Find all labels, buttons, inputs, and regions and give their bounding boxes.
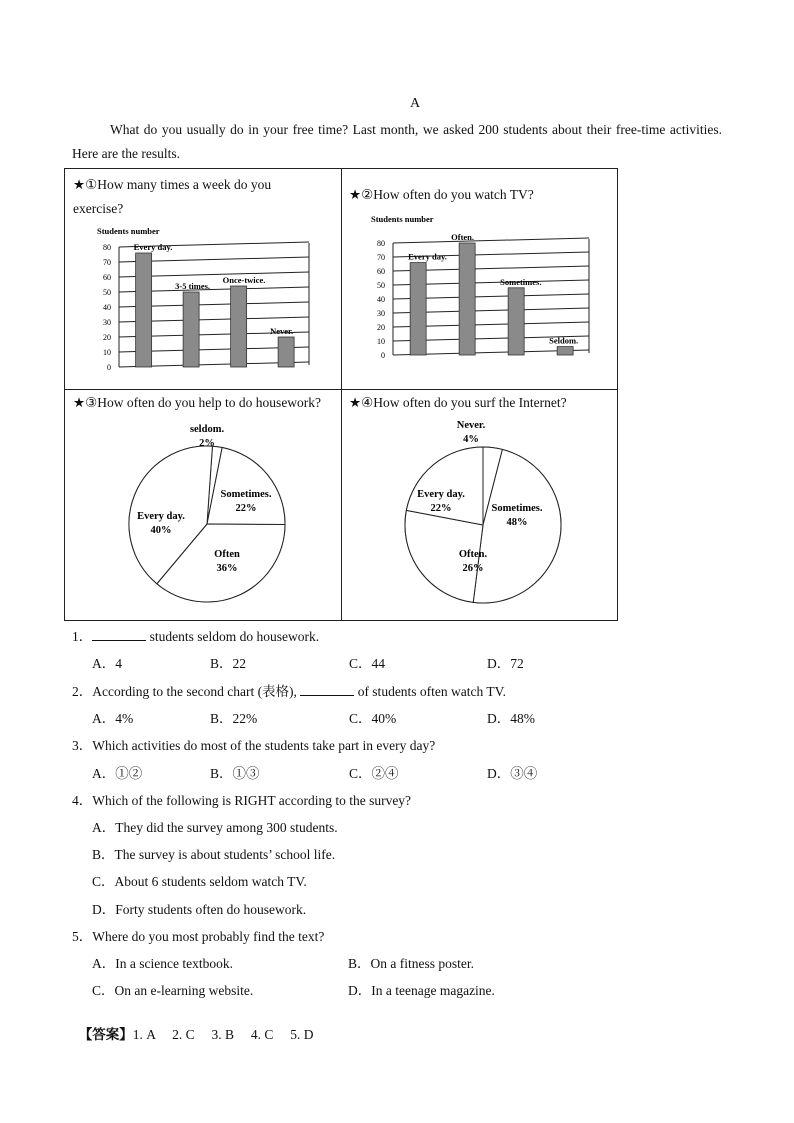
question-1-text: students seldom do housework. bbox=[146, 629, 320, 644]
q3-option-c[interactable]: C．②④ bbox=[349, 766, 399, 781]
q1-option-a[interactable]: A．4 bbox=[92, 656, 122, 671]
q3-option-a[interactable]: A．①② bbox=[92, 766, 143, 781]
slice-label: Often bbox=[214, 549, 240, 560]
question-1 bbox=[72, 625, 319, 645]
question-2 bbox=[72, 680, 506, 700]
q4-option-d[interactable]: D．Forty students often do housework. bbox=[92, 902, 307, 917]
slice-percent: 4% bbox=[463, 434, 479, 445]
y-tick-label: 0 bbox=[107, 363, 111, 372]
q3-option-b[interactable]: B．①③ bbox=[210, 766, 260, 781]
slice-percent: 22% bbox=[235, 503, 257, 514]
bar-label: Never. bbox=[270, 326, 294, 336]
question-3: 3．Which activities do most of the students take part in every day? bbox=[72, 738, 436, 753]
y-tick-label: 20 bbox=[103, 333, 111, 342]
slice-label: Sometimes. bbox=[491, 503, 543, 514]
bar bbox=[459, 243, 475, 355]
charts-table bbox=[64, 168, 618, 621]
question-2-blank[interactable] bbox=[300, 683, 354, 696]
chart4-pie bbox=[387, 417, 587, 609]
y-tick-label: 10 bbox=[377, 337, 385, 346]
bar-label: Seldom. bbox=[549, 335, 579, 346]
chart3-title: ★③How often do you help to do housework? bbox=[73, 395, 322, 410]
chart1-ylabel: Students number bbox=[97, 226, 160, 236]
question-1-blank[interactable] bbox=[92, 628, 146, 641]
bar bbox=[508, 288, 524, 355]
y-tick-label: 30 bbox=[377, 309, 385, 318]
bar bbox=[136, 253, 152, 367]
q1-option-c[interactable]: C．44 bbox=[349, 656, 386, 671]
y-tick-label: 10 bbox=[103, 348, 111, 357]
q4-option-b[interactable]: B．The survey is about students’ school life. bbox=[92, 847, 336, 862]
y-tick-label: 70 bbox=[103, 258, 111, 267]
bar-label: 3-5 times. bbox=[175, 281, 211, 291]
bar bbox=[278, 337, 294, 367]
chart2-ylabel: Students number bbox=[371, 214, 434, 224]
slice-percent: 40% bbox=[150, 525, 172, 536]
question-4: 4．Which of the following is RIGHT according to the survey? bbox=[72, 793, 412, 808]
y-tick-label: 0 bbox=[381, 351, 385, 360]
passage-intro: What do you usually do in your free time? Last month, we asked 200 students about their free-time activities. Here are the results. bbox=[72, 122, 722, 161]
q2-option-c[interactable]: C．40% bbox=[349, 711, 397, 726]
bar-label: Every day. bbox=[133, 242, 173, 252]
question-2-text-b: of students often watch TV. bbox=[354, 684, 507, 699]
slice-percent: 36% bbox=[216, 563, 238, 574]
q2-option-b[interactable]: B．22% bbox=[210, 711, 258, 726]
table-divider-vertical bbox=[341, 169, 342, 620]
chart2-bar bbox=[365, 213, 605, 363]
y-tick-label: 40 bbox=[103, 303, 111, 312]
y-tick-label: 60 bbox=[377, 267, 385, 276]
q3-option-d[interactable]: D．③④ bbox=[487, 766, 538, 781]
q4-option-c[interactable]: C．About 6 students seldom watch TV. bbox=[92, 874, 307, 889]
bar-label: Every day. bbox=[408, 251, 447, 262]
passage-label: A bbox=[409, 96, 421, 111]
question-2-text-a: 2．According to the second chart (表格), bbox=[72, 684, 301, 699]
slice-label: Often. bbox=[458, 549, 488, 560]
chart3-pie bbox=[109, 417, 309, 609]
chart1-bar bbox=[87, 225, 317, 375]
slice-label: Every day. bbox=[137, 511, 185, 522]
answer-key bbox=[72, 1007, 314, 1043]
question-1-number: 1． bbox=[72, 629, 93, 644]
slice-label: seldom. bbox=[189, 424, 225, 435]
y-tick-label: 50 bbox=[103, 288, 111, 297]
y-tick-label: 70 bbox=[377, 253, 385, 262]
slice-percent: 2% bbox=[199, 438, 215, 449]
gridline bbox=[393, 238, 589, 243]
slice-label: Every day. bbox=[417, 489, 465, 500]
chart1-title: ★①How many times a week do you exercise? bbox=[73, 177, 272, 216]
slice-percent: 48% bbox=[506, 517, 528, 528]
answer-text: 1. A 2. C 3. B 4. C 5. D bbox=[132, 1027, 314, 1042]
answer-label: 【答案】 bbox=[78, 1027, 133, 1042]
y-tick-label: 30 bbox=[103, 318, 111, 327]
slice-label: Never. bbox=[456, 420, 486, 431]
q5-option-a[interactable]: A．In a science textbook. bbox=[92, 956, 233, 971]
slice-label: Sometimes. bbox=[220, 489, 272, 500]
q5-option-c[interactable]: C．On an e-learning website. bbox=[92, 983, 254, 998]
slice-percent: 26% bbox=[462, 563, 484, 574]
q2-option-a[interactable]: A．4% bbox=[92, 711, 134, 726]
y-tick-label: 50 bbox=[377, 281, 385, 290]
bar-label: Often. bbox=[451, 232, 475, 242]
bar bbox=[183, 292, 199, 367]
y-tick-label: 40 bbox=[377, 295, 385, 304]
table-divider-horizontal bbox=[65, 389, 617, 390]
bar bbox=[557, 347, 573, 355]
chart4-title: ★④How often do you surf the Internet? bbox=[349, 395, 567, 410]
bar bbox=[410, 263, 426, 355]
q4-option-a[interactable]: A．They did the survey among 300 students. bbox=[92, 820, 338, 835]
q5-option-b[interactable]: B．On a fitness poster. bbox=[348, 956, 474, 971]
question-5: 5．Where do you most probably find the text? bbox=[72, 929, 325, 944]
q1-option-b[interactable]: B．22 bbox=[210, 656, 247, 671]
y-tick-label: 80 bbox=[377, 239, 385, 248]
y-tick-label: 20 bbox=[377, 323, 385, 332]
slice-percent: 22% bbox=[430, 503, 452, 514]
bar-label: Once-twice. bbox=[222, 275, 266, 285]
chart2-title: ★②How often do you watch TV? bbox=[349, 187, 534, 202]
y-tick-label: 80 bbox=[103, 243, 111, 252]
y-tick-label: 60 bbox=[103, 273, 111, 282]
q2-option-d[interactable]: D．48% bbox=[487, 711, 535, 726]
bar-label: Sometimes. bbox=[500, 276, 542, 287]
q1-option-d[interactable]: D．72 bbox=[487, 656, 524, 671]
q5-option-d[interactable]: D．In a teenage magazine. bbox=[348, 983, 495, 998]
bar bbox=[231, 286, 247, 367]
